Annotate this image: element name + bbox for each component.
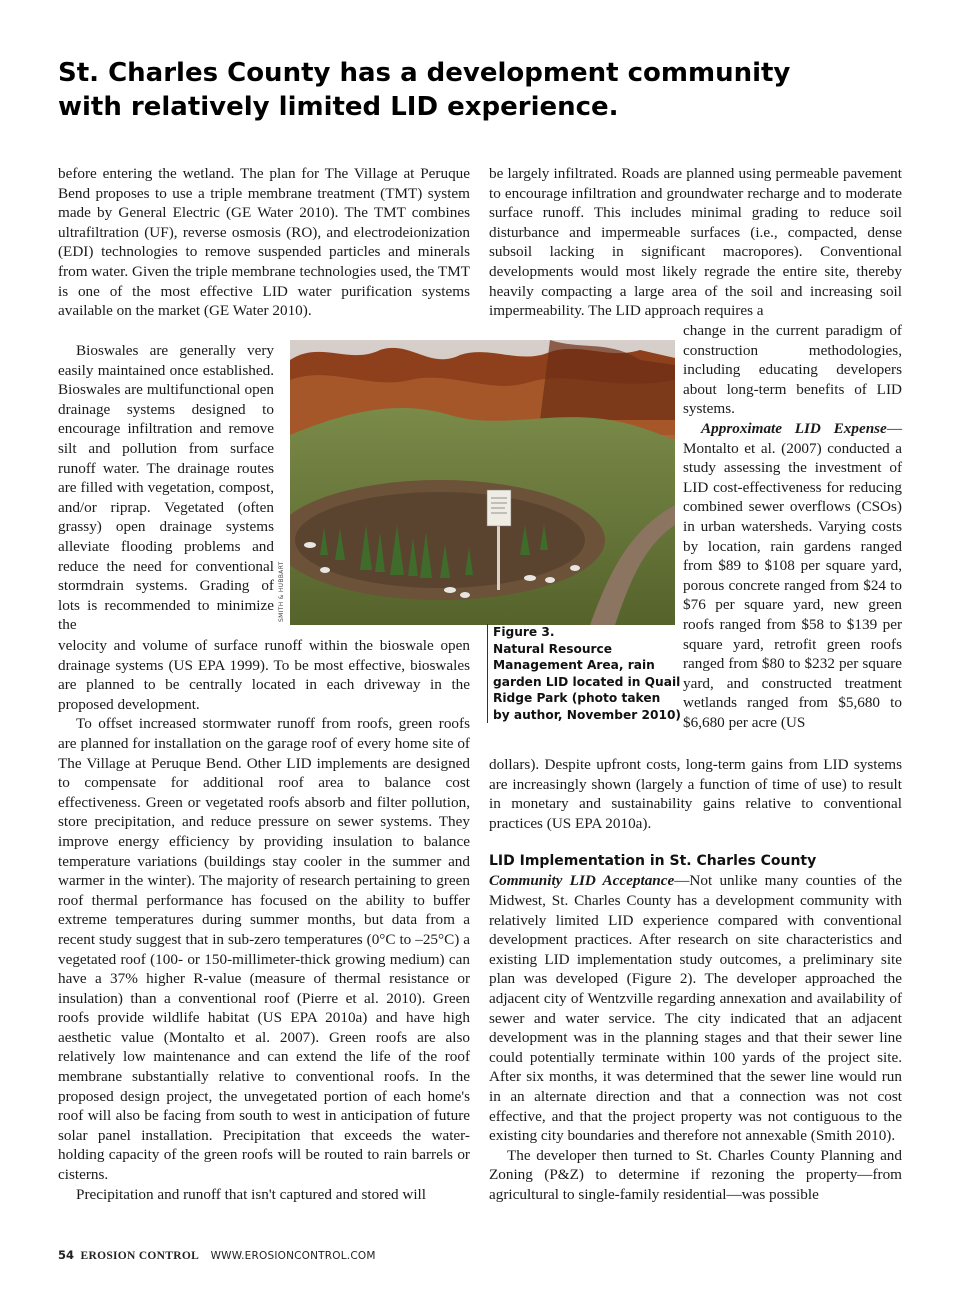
- left-paragraph-precipitation: Precipitation and runoff that isn't captured and stored will: [76, 1185, 426, 1203]
- left-column-wrap: [58, 341, 274, 635]
- left-paragraph-tmt: before entering the wetland. The plan for The Village at Peruque Bend proposes to use a triple membrane treatment (TMT) system made by General Electric (GE Water 2010). The TMT combines ultrafiltration (UF), reverse osmosis (RO), and electrodeionization (EDI) technologies to remove suspended particles and minerals from water. Given the triple membrane technologies used, the TMT is one of the most effective LID water purification systems available on the market (GE Water 2010).: [58, 165, 470, 320]
- headline-line-1: St. Charles County has a development community: [58, 58, 791, 88]
- page-number: 54: [58, 1248, 75, 1262]
- left-paragraph-bioswales: Bioswales are generally very easily maintained once established. Bioswales are multifunctional open drainage systems designed to encourage infiltration and remove silt and pollution from surface runoff water. The drainage routes are filled with vegetation, compost, and/or riprap. Vegetated (often grassy) open drainage systems alleviate flooding problems and reduce the need for conventional stormdrain systems. Grading of lots is recommended to minimize the: [58, 342, 274, 634]
- section-heading: LID Implementation in St. Charles County: [489, 853, 817, 870]
- article-headline: [58, 56, 918, 124]
- website-url: WWW.EROSIONCONTROL.COM: [210, 1250, 376, 1262]
- right-column-top: [489, 164, 902, 321]
- figure-label: Figure 3.: [493, 625, 555, 639]
- headline-line-2: with relatively limited LID experience.: [58, 92, 619, 122]
- right-paragraph-roads-cont: change in the current paradigm of construction methodologies, including educating developers about long-term benefits of LID systems.: [683, 322, 902, 418]
- right-paragraph-roads: be largely infiltrated. Roads are planned using permeable pavement to encourage infiltration and groundwater recharge and to moderate surface runoff. This includes minimal grading to reduce soil disturbance and impermeable surfaces (i.e., compacted, dense subsoil lacking in significant macropores). Conventional developments would most likely regrade the entire site, thereby heavily compacting a large area of the soil and increasing soil impermeability. The LID approach requires a: [489, 165, 902, 320]
- right-paragraph-expense: Montalto et al. (2007) conducted a study assessing the investment of LID cost-effectiveness for reducing combined sewer overflows (CSOs) in urban watersheds. Varying costs by location, rain gardens ranged from $89 to $108 per square yard, porous concrete ranged from $24 to $76 per square yard, new green roofs ranged from $58 to $139 per square yard, retrofit green roofs ranged from $80 to $232 per square yard, and constructed treatment wetlands ranged from $5,680 to $6,680 per acre (US: [683, 439, 902, 731]
- left-paragraph-bioswales-cont: velocity and volume of surface runoff within the bioswale open drainage systems (US EPA 1999). To be most effective, bioswales are planned to be centrally located in each driveway in the proposed development.: [58, 637, 470, 713]
- right-paragraph-acceptance: Not unlike many counties of the Midwest, St. Charles County has a development community with relatively limited LID experience compared with conventional development practices. After research on site characteristics and existing LID implementation study outcomes, a preliminary site plan was developed (Figure 2). The developer approached the adjacent city of Wentzville regarding annexation and availability of sewer and water service. The city indicated that an adjacent development was in the planning stages and that their sewer line could potentially terminate within 100 yards of the project site. After six months, it was determined that the sewer line would run in an alternate direction and that a connection was not cost effective, and that the project property was not contiguous to the existing city boundaries and therefore not annexable (Smith 2010).: [489, 872, 902, 1145]
- left-column-bottom: [58, 636, 470, 1204]
- magazine-name: EROSION CONTROL: [80, 1250, 200, 1262]
- left-paragraph-green-roofs: To offset increased stormwater runoff from roofs, green roofs are planned for installation on the garage roof of every home site of The Village at Peruque Bend. Other LID implements are designed to compensate for additional roof area to balance cost effectiveness. Green or vegetated roofs absorb and filter pollution, store precipitation, and reduce pressure on sewer systems. They improve energy efficiency by providing insulation to balance temperature variations (buildings stay cooler in the summer and warmer in the winter). The majority of research pertaining to green roof thermal performance has focused on the ability to buffer extreme temperatures during summer months, but data from a recent study suggest that in sub-zero temperatures (0°C to –25°C) a vegetated roof (100- or 150-millimeter-thick growing medium) can have a 37% higher R-value (measure of thermal resistance or insulation) than a conventional roof (Pierre et al. 2010). Green roofs provide wildlife habitat (US EPA 2010a) and have high aesthetic value (Montalto et al. 2007). Green roofs are also relatively low maintenance and can extend the life of the roof membrane substantially relative to conventional roofs. In the proposed design project, the unvegetated portion of each home's roof will also be facing from south to west in anticipation of future solar panel installation. Precipitation that exceeds the water-holding capacity of the green roofs will be routed to rain barrels or cisterns.: [58, 715, 470, 1184]
- right-column-wrap: change in the current paradigm of construction methodologies, including educating developers about long-term benefits of LID systems. Approximate LID Expense—Montalto et al. (2007) conducted a study assessing the investment of LID cost-effectiveness for reducing combined sewer overflows (CSOs) in urban watersheds. Varying costs by location, rain gardens ranged from $89 to $108 per square yard, porous concrete ranged from $24 to $76 per square yard, new green roofs ranged from $58 to $139 per square yard, retrofit green roofs ranged from $80 to $232 per square yard, and constructed treatment wetlands ranged from $5,680 to $6,680 per acre (US: [683, 322, 902, 731]
- figure-caption: [487, 624, 681, 723]
- figure-photo-rain-garden: [290, 340, 675, 625]
- page-footer: [58, 1248, 376, 1262]
- figure-caption-text: Natural Resource Management Area, rain garden LID located in Quail Ridge Park (photo taken by author, November 2010): [493, 641, 681, 722]
- right-paragraph-expense-cont: dollars). Despite upfront costs, long-term gains from LID systems are increasingly shown (largely a function of time of use) to result in monetary and sustainability gains relative to conventional practices (US EPA 2010a).: [489, 756, 902, 832]
- subhead-approximate-lid-expense: Approximate LID Expense: [701, 419, 887, 437]
- photo-credit: SMITH & HUBBART: [278, 561, 285, 622]
- left-column-top: [58, 164, 470, 321]
- right-column-bottom: dollars). Despite upfront costs, long-term gains from LID systems are increasingly shown (largely a function of time of use) to result in monetary and sustainability gains relative to conventional practices (US EPA 2010a). LID Implementation in St. Charles County Community LID Acceptance—Not unlike many counties of the Midwest, St. Charles County has a development community with relatively limited LID experience compared with conventional development practices. After research on site characteristics and existing LID implementation study outcomes, a preliminary site plan was developed (Figure 2). The developer approached the adjacent city of Wentzville regarding annexation and availability of sewer and water service. The city indicated that an adjacent development was in the planning stages and that their sewer line could potentially terminate within 100 yards of the project site. After six months, it was determined that the sewer line would run in an alternate direction and that a connection was not cost effective, and that the project property was not contiguous to the existing city boundaries and therefore not annexable (Smith 2010). The developer then turned to St. Charles County Planning and Zoning (P&Z) to determine if rezoning the property—from agricultural to single-family residential—was possible: [489, 756, 902, 1203]
- rain-garden-illustration: [290, 340, 675, 625]
- right-paragraph-developer: The developer then turned to St. Charles County Planning and Zoning (P&Z) to determine if rezoning the property—from agricultural to single-family residential—was possible: [489, 1146, 902, 1203]
- subhead-community-lid-acceptance: Community LID Acceptance: [489, 872, 675, 890]
